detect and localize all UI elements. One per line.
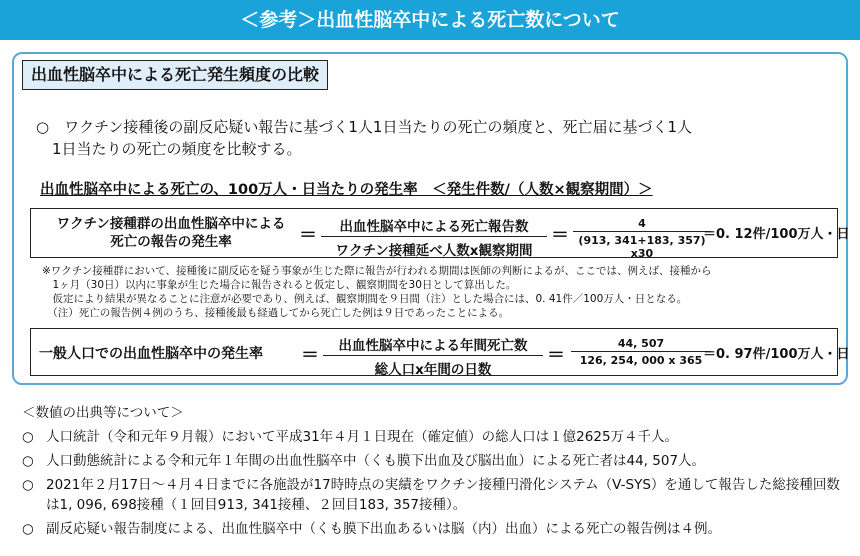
source-text: 人口動態統計による令和元年１年間の出血性脳卒中（くも膜下出血及び脳出血）による死亡者は44, 507人。 (46, 453, 706, 469)
intro-line-1: ワクチン接種後の副反応疑い報告に基づく1人1日当たりの死亡の頻度と、死亡届に基づく1人 (64, 118, 692, 136)
assumption-notes (42, 264, 832, 320)
formula1-label (37, 215, 305, 251)
bullet-mark: ○ (22, 453, 34, 469)
note-line: 仮定により結果が異なることに注意が必要であり、例えば、観察期間を９日間（注）とした場合には、0. 41件／100万人・日となる。 (42, 293, 688, 305)
formula1-value-fraction (573, 217, 711, 260)
rate-title: 出血性脳卒中による死亡の、100万人・日当たりの発生率 ＜発生件数/（人数×観察期間）＞ (40, 182, 653, 198)
equals-sign: ＝ (301, 345, 319, 366)
source-item (22, 427, 852, 447)
note-line: ※ワクチン接種群において、接種後に副反応を疑う事象が生じた際に報告が行われる期間は医師の判断によるが、ここでは、例えば、接種から (42, 265, 712, 277)
equals-sign: ＝ (547, 345, 565, 366)
equals-sign: ＝ (299, 225, 317, 246)
formula1-value-numerator: 4 (573, 217, 711, 232)
bullet-mark: ○ (22, 429, 34, 445)
bullet-mark: ○ (36, 118, 50, 136)
formula2-value-numerator: 44, 507 (571, 337, 711, 352)
equals-sign: ＝ (551, 225, 569, 246)
intro-line-2: 1日当たりの死亡の頻度を比較する。 (52, 140, 302, 158)
source-text: 2021年２月17日～４月４日までに各施設が17時時点の実績をワクチン接種円滑化システム（V-SYS）を通して報告した総接種回数は1, 096, 698接種（１回目913, 341接種、２回目183, 357接種）。 (46, 477, 840, 513)
formula2-fraction (323, 334, 543, 378)
formula2-value-fraction (571, 337, 711, 367)
source-text: 人口統計（令和元年９月報）において平成31年４月１日現在（確定値）の総人口は１億2625万４千人。 (46, 429, 679, 445)
formula1-denominator: ワクチン接種延べ人数x観察期間 (335, 243, 533, 259)
note-line: （注）死亡の報告例４例のうち、接種後最も経過してから死亡した例は９日であったことによる。 (42, 307, 510, 319)
source-item (22, 519, 852, 539)
bullet-mark: ○ (22, 477, 34, 493)
source-text: 副反応疑い報告制度による、出血性脳卒中（くも膜下出血あるいは脳（内）出血）による死亡の報告例は４例。 (46, 521, 721, 537)
formula2-result: ＝0. 97件/100万人・日 (703, 347, 850, 362)
general-population-rate-formula (30, 328, 850, 378)
formula1-numerator: 出血性脳卒中による死亡報告数 (321, 215, 547, 237)
formula2-numerator: 出血性脳卒中による年間死亡数 (323, 334, 543, 356)
vaccine-rate-formula (30, 208, 850, 260)
panel-title: 出血性脳卒中による死亡発生頻度の比較 (22, 60, 328, 90)
formula2-value-denominator: 126, 254, 000 x 365 (579, 354, 703, 367)
source-item (22, 451, 852, 471)
source-item (22, 475, 852, 515)
formula1-label-line1: ワクチン接種群の出血性脳卒中による (56, 216, 286, 232)
note-line: 1ヶ月（30日）以内に事象が生じた場合に報告されると仮定し、観察期間を30日として算出した。 (42, 279, 517, 291)
formula1-label-line2: 死亡の報告の発生率 (110, 234, 232, 250)
comparison-panel (12, 52, 848, 385)
intro-text (36, 116, 816, 160)
formula2-denominator: 総人口x年間の日数 (374, 362, 492, 378)
formula1-value-denominator: (913, 341+183, 357) x30 (578, 234, 706, 260)
page-title-banner: ＜参考＞出血性脳卒中による死亡数について (0, 0, 860, 40)
formula1-fraction (321, 215, 547, 259)
sources-heading: ＜数値の出典等について＞ (22, 405, 184, 421)
formula2-label: 一般人口での出血性脳卒中の発生率 (39, 346, 263, 362)
formula1-result: ＝0. 12件/100万人・日 (703, 227, 850, 242)
data-sources-section (22, 403, 852, 539)
bullet-mark: ○ (22, 521, 34, 537)
